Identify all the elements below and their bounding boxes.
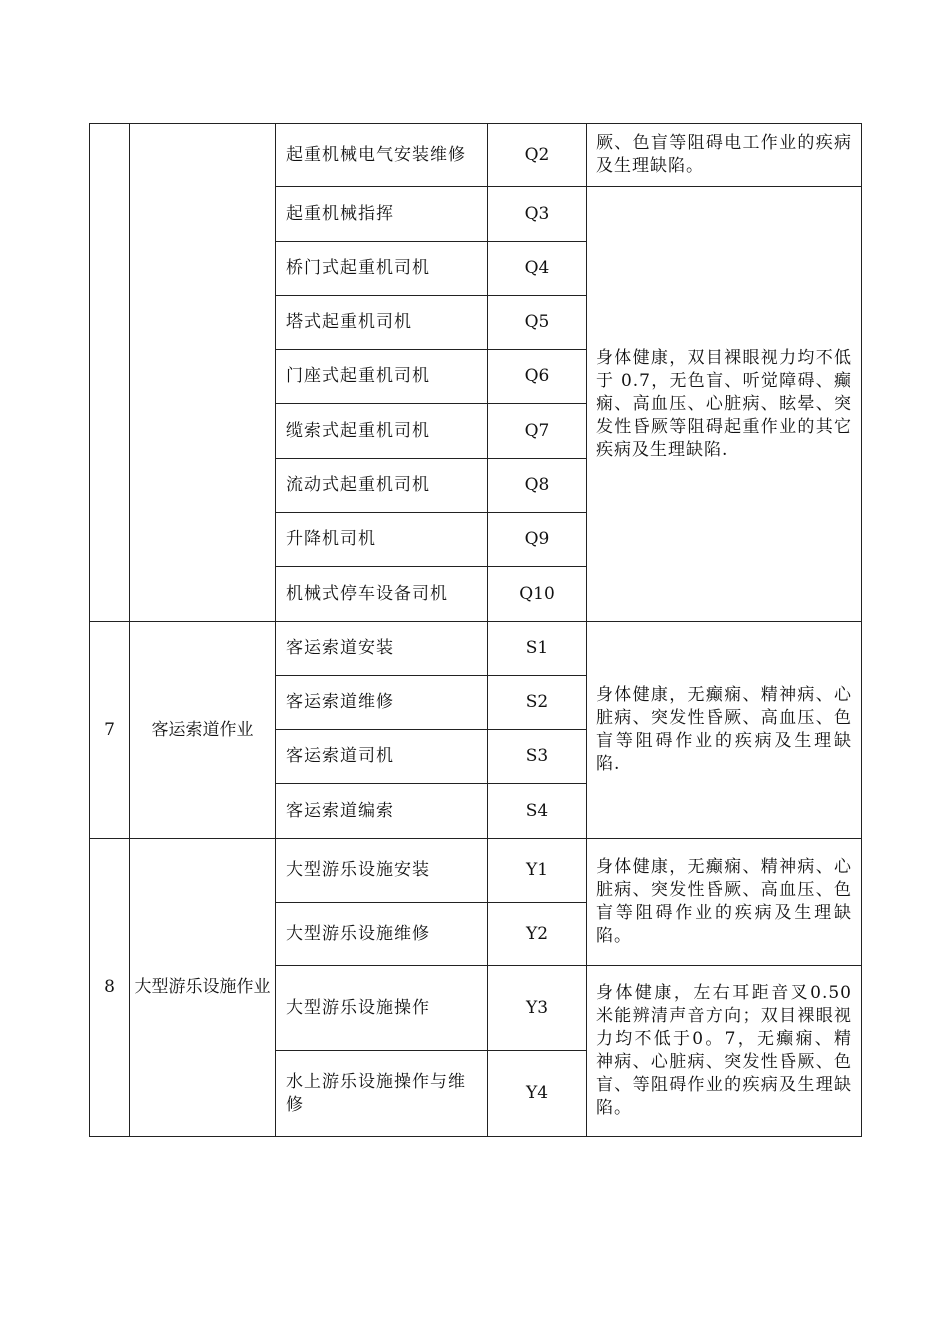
requirement-text: 身体健康，无癫痫、精神病、心脏病、突发性昏厥、高血压、色盲等阻碍作业的疾病及生理缺陷. [587,622,862,839]
requirement-text: 身体健康，双目裸眼视力均不低于 0.7，无色盲、听觉障碍、癫痫、高血压、心脏病、眩晕、突发性昏厥等阻碍起重作业的其它疾病及生理缺陷. [587,187,862,622]
item-name: 客运索道安装 [276,622,488,676]
item-code: Y4 [488,1051,587,1137]
item-name: 缆索式起重机司机 [276,404,488,459]
item-code: Q4 [488,242,587,296]
item-code: Q6 [488,350,587,404]
item-code: Q7 [488,404,587,459]
item-name: 塔式起重机司机 [276,296,488,350]
requirement-text: 身体健康，无癫痫、精神病、心脏病、突发性昏厥、高血压、色盲等阻碍作业的疾病及生理缺陷。 [587,839,862,966]
item-name: 客运索道司机 [276,730,488,784]
item-code: S4 [488,784,587,839]
table-row [90,124,862,187]
item-name: 升降机司机 [276,513,488,567]
item-code: S1 [488,622,587,676]
item-code: Y3 [488,966,587,1051]
item-code: S2 [488,676,587,730]
item-name: 门座式起重机司机 [276,350,488,404]
group-category: 客运索道作业 [130,622,276,839]
item-name: 桥门式起重机司机 [276,242,488,296]
requirements-table [89,123,862,1137]
item-code: Q10 [488,567,587,622]
group-number: 8 [90,839,130,1137]
item-name: 大型游乐设施安装 [276,839,488,903]
item-name: 机械式停车设备司机 [276,567,488,622]
group-category [130,124,276,622]
item-code: Q9 [488,513,587,567]
requirement-text: 身体健康，左右耳距音叉0.50米能辨清声音方向；双目裸眼视力均不低于0。7，无癫痫、精神病、心脏病、突发性昏厥、色盲、等阻碍作业的疾病及生理缺陷。 [587,966,862,1137]
group-number: 7 [90,622,130,839]
table-row [90,622,862,676]
item-code: Y1 [488,839,587,903]
item-name: 起重机械电气安装维修 [276,124,488,187]
item-name: 水上游乐设施操作与维修 [276,1051,488,1137]
item-code: Q5 [488,296,587,350]
item-name: 大型游乐设施维修 [276,903,488,966]
item-code: Q2 [488,124,587,187]
group-number [90,124,130,622]
item-name: 大型游乐设施操作 [276,966,488,1051]
item-code: Q8 [488,459,587,513]
item-code: S3 [488,730,587,784]
item-name: 客运索道编索 [276,784,488,839]
group-category: 大型游乐设施作业 [130,839,276,1137]
requirement-text: 厥、色盲等阻碍电工作业的疾病及生理缺陷。 [587,124,862,187]
item-code: Y2 [488,903,587,966]
item-name: 流动式起重机司机 [276,459,488,513]
item-name: 客运索道维修 [276,676,488,730]
item-name: 起重机械指挥 [276,187,488,242]
table-row [90,839,862,903]
item-code: Q3 [488,187,587,242]
